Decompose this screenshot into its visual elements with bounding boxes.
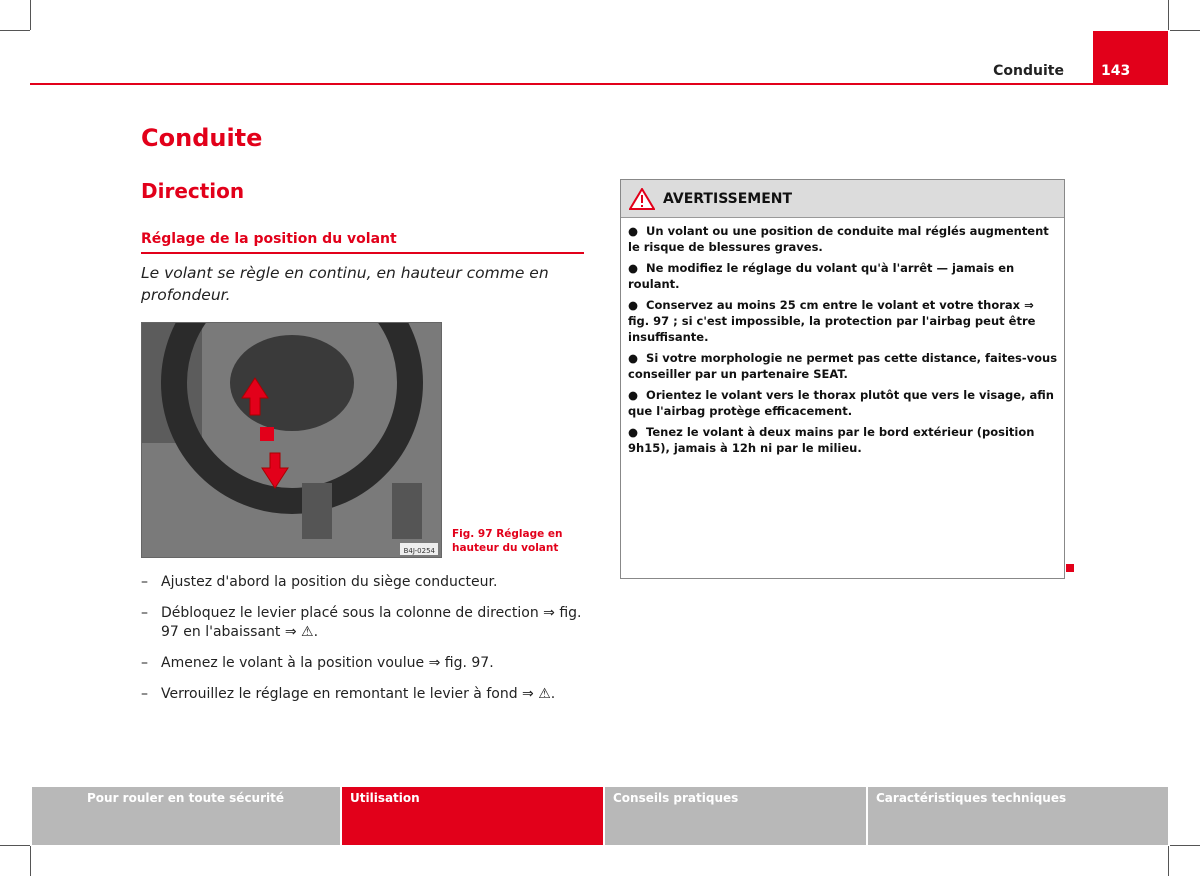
section-title: Direction xyxy=(141,179,245,203)
footer-nav xyxy=(32,787,1168,845)
list-item: – Ajustez d'abord la position du siège conducteur. xyxy=(141,574,498,590)
warning-header xyxy=(621,180,1064,218)
steering-wheel-figure xyxy=(141,322,442,558)
tab-conseils[interactable]: Conseils pratiques xyxy=(605,787,868,845)
topic-heading: Réglage de la position du volant xyxy=(141,231,584,254)
tab-securite[interactable]: Pour rouler en toute sécurité xyxy=(32,787,342,845)
crop-mark xyxy=(1168,0,1169,30)
end-of-section-mark xyxy=(1066,564,1074,572)
warning-body xyxy=(621,218,1064,456)
warning-item: ● Un volant ou une position de conduite mal réglés augmentent le risque de blessures graves. xyxy=(628,224,1049,254)
warning-item: ● Orientez le volant vers le thorax plutôt que vers le visage, afin que l'airbag protège efficacement. xyxy=(628,388,1054,418)
crop-mark xyxy=(1168,846,1169,876)
figure-caption: Fig. 97 Réglage en hauteur du volant xyxy=(452,528,563,554)
warning-triangle-icon xyxy=(629,188,655,210)
warning-item: ● Ne modifiez le réglage du volant qu'à l'arrêt — jamais en roulant. xyxy=(628,261,1015,291)
header-rule xyxy=(30,83,1168,85)
crop-mark xyxy=(0,30,30,31)
tab-utilisation[interactable]: Utilisation xyxy=(342,787,605,845)
list-item: – Verrouillez le réglage en remontant le levier à fond ⇒ ⚠. xyxy=(141,686,556,702)
crop-mark xyxy=(0,845,30,846)
crop-mark xyxy=(30,0,31,30)
list-item: – Amenez le volant à la position voulue ⇒ fig. 97. xyxy=(141,655,494,671)
warning-title: AVERTISSEMENT xyxy=(663,190,793,207)
tab-caracteristiques[interactable]: Caractéristiques techniques xyxy=(868,787,1168,845)
instruction-list xyxy=(141,573,586,716)
warning-box xyxy=(620,179,1065,579)
crop-mark xyxy=(1170,30,1200,31)
page-number: 143 xyxy=(1101,63,1131,79)
warning-item: ● Si votre morphologie ne permet pas cette distance, faites-vous conseiller par un partenaire SEAT. xyxy=(628,351,1058,381)
intro-text: Le volant se règle en continu, en hauteur comme en profondeur. xyxy=(141,264,549,304)
list-item: – Débloquez le levier placé sous la colonne de direction ⇒ fig. 97 en l'abaissant ⇒ ⚠. xyxy=(141,605,582,640)
figure-code: B4J-0254 xyxy=(403,547,435,555)
page-title: Conduite xyxy=(141,124,263,152)
warning-item: ● Conservez au moins 25 cm entre le volant et votre thorax ⇒ fig. 97 ; si c'est impossible, la protection par l'airbag peut être insuffisante. xyxy=(628,298,1036,344)
header-section-title: Conduite xyxy=(993,63,1064,79)
crop-mark xyxy=(1170,845,1200,846)
warning-item: ● Tenez le volant à deux mains par le bord extérieur (position 9h15), jamais à 12h ni par le milieu. xyxy=(628,425,1035,455)
crop-mark xyxy=(30,846,31,876)
